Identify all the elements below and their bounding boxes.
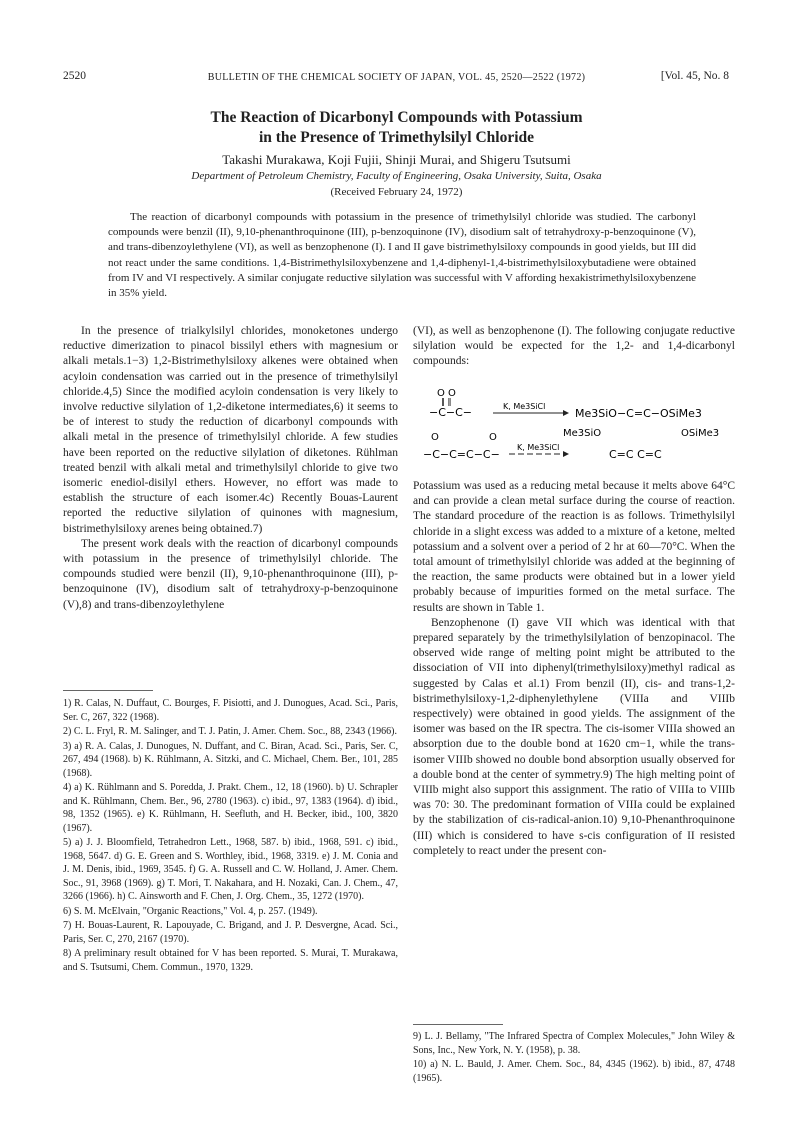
footnote: 7) H. Bouas-Laurent, R. Lapouyade, C. Brigand, and J. P. Desvergne, Acad. Sci., Paris, Ser. C, 270, 2167 (1970). — [63, 920, 398, 945]
authors: Takashi Murakawa, Koji Fujii, Shinji Murai, and Shigeru Tsutsumi — [222, 152, 571, 167]
affiliation: Department of Petroleum Chemistry, Faculty of Engineering, Osaka University, Suita, Osaka — [191, 170, 602, 182]
footnote: 4) a) K. Rühlmann and S. Poredda, J. Prakt. Chem., 12, 18 (1960). b) U. Schrapler and K. Rühlmann, Chem. Ber., 96, 2780 (1963). c) ibid., 97, 1383 (1964). d) ibid., 98, 1352 (1965). e) K. Rühlmann, H. Seefluth, and H. Becker, ibid., 100, 3820 (1967). — [63, 782, 398, 834]
paragraph: In the presence of trialkylsilyl chlorides, monoketones undergo reductive dimerization to pinacol bissilyl ethers with magnesium or alkali metals.1−3) 1,2-Bistrimethylsiloxy alkenes were obtained when acyloin condensation was carried out in the presence of trimethylsilyl chloride.4,5) Since the modified acyloin condensation is very likely to involve reductive silylation of 1,2-diketone intermediates,6) it seems to be of interest to study the reduction of dicarbonyl compounds with alkali metal in the presence of trimethylsilyl chloride. A few studies have been reported on the reductive silylation of diketones. Rühlman treated benzil with alkali metal and trimethylsilyl chloride to give two isomeric enediol-disilyl ethers. However, no effort was made to establish the structure of each isomer.4c) Recently Bouas-Laurent reported the reductive silylation of quinones with magnesium, bistrimethylsiloxy arenes being obtained.7) — [63, 325, 398, 535]
oxygen-label: O — [489, 432, 497, 443]
article-title — [0, 108, 793, 148]
footnote: 2) C. L. Fryl, R. M. Salinger, and T. J. Patin, J. Amer. Chem. Soc., 88, 2343 (1966). — [63, 726, 397, 737]
footnote: 8) A preliminary result obtained for V has been reported. S. Murai, T. Murakawa, and S. Tsutsumi, Chem. Commun., 1970, 1329. — [63, 948, 398, 973]
footnote: 5) a) J. J. Bloomfield, Tetrahedron Lett., 1968, 587. b) ibid., 1968, 591. c) ibid., 1968, 5647. d) G. E. Green and S. Worthley, ibid., 1968, 3319. e) J. M. Conia and J. M. Denis, ibid., 1969, 3545. f) G. A. Russell and C. W. Holland, J. Amer. Chem. Soc., 91, 3968 (1969). g) T. Mori, T. Nakahara, and H. Nozaki, Can. J. Chem., 47, 3266 (1966). h) C. Ainsworth and F. Chen, J. Org. Chem., 35, 1272 (1970). — [63, 837, 398, 902]
footnote: 9) L. J. Bellamy, "The Infrared Spectra of Complex Molecules," John Wiley & Sons, Inc., New York, N. Y. (1958), p. 38. — [413, 1031, 735, 1056]
reaction-schemes — [413, 384, 735, 474]
oxygen-label: O — [431, 432, 439, 443]
scheme-figure — [413, 384, 735, 474]
footnote: 6) S. M. McElvain, "Organic Reactions," Vol. 4, p. 257. (1949). — [63, 905, 318, 917]
footnote-rule — [413, 1024, 503, 1025]
scheme2-product-left: Me3SiO — [563, 428, 602, 439]
scheme1-reactant: −C−C− — [429, 406, 473, 419]
footnote-rule — [63, 690, 153, 691]
title-line-2: in the Presence of Trimethylsilyl Chloride — [258, 129, 535, 146]
right-column-body — [413, 479, 735, 859]
scheme1-reagent: K, Me3SiCl — [503, 402, 546, 411]
footnote: 3) a) R. A. Calas, J. Dunogues, N. Duffant, and C. Biran, Acad. Sci., Paris, Ser. C, 267, 494 (1968). b) K. Rühlmann, A. Sitzki, and C. Michael, Chem. Ber., 101, 285 (1968). — [63, 740, 398, 779]
scheme2-reactant: −C−C=C−C− — [423, 448, 500, 461]
paragraph: Potassium was used as a reducing metal because it melts above 64°C and can provide a clean metal surface during the course of reaction. The standard procedure of the reaction is as follows. Trimethylsilyl chloride in a slight excess was added to a mixture of a ketone, melted potassium and a solvent over a period of 2 hr at 60—70°C. When the total amount of trimethylsilyl chloride was added at the beginning of the reaction, the same products were obtained but in a lower yield probably because of impurities formed on the metal surface. The results are shown in Table 1. — [413, 480, 735, 614]
title-line-1: The Reaction of Dicarbonyl Compounds with Potassium — [210, 109, 583, 126]
double-bond-mark: ‖ ‖ — [441, 397, 452, 406]
footnotes-left — [63, 697, 398, 975]
paragraph: The present work deals with the reaction of dicarbonyl compounds with potassium in the presence of trimethylsilyl chloride. The compounds studied were benzil (II), 9,10-phenanthroquinone (III), p-benzoquinone (IV), disodium salt of tetrahydroxy-p-benzoquinone (V),8) and trans-dibenzoylethylene — [63, 537, 398, 611]
received-date: (Received February 24, 1972) — [330, 186, 463, 198]
oxygen-label: O O — [437, 388, 456, 399]
scheme2-product-core: C=C C=C — [609, 448, 662, 461]
scheme2-reagent: K, Me3SiCl — [517, 443, 560, 452]
footnotes-right — [413, 1030, 735, 1086]
footnote: 1) R. Calas, N. Duffaut, C. Bourges, F. Pisiotti, and J. Dunogues, Acad. Sci., Paris, Ser. C, 267, 322 (1968). — [63, 698, 398, 723]
scheme2-product-right: OSiMe3 — [681, 428, 720, 439]
abstract: The reaction of dicarbonyl compounds with potassium in the presence of trimethylsilyl chloride was studied. The carbonyl compounds were benzil (II), 9,10-phenanthroquinone (III), p-benzoquinone (IV), disodium salt of tetrahydroxy-p-benzoquinone (V), and trans-dibenzoylethylene (VI), as well as benzophenone (I). I and II gave bistrimethylsiloxy compounds in good yields, but III did not react under the same conditions. 1,4-Bistrimethylsiloxybenzene and 1,4-diphenyl-1,4-bistrimethylsiloxybutadiene were obtained from IV and VI respectively. A similar conjugate reductive silylation was successful with V affording hexakistrimethylsiloxybenzene in 35% yield. — [108, 211, 696, 300]
volume-issue: [Vol. 45, No. 8 — [660, 70, 729, 82]
paragraph: (VI), as well as benzophenone (I). The following conjugate reductive silylation would be expected for the 1,2- and 1,4-dicarbonyl compounds: — [413, 325, 735, 368]
page-number: 2520 — [63, 70, 86, 82]
paragraph: Benzophenone (I) gave VII which was identical with that prepared separately by the trimethylsilylation of benzopinacol. The observed wide range of melting point might be attributed to the dissociation of VII into diphenyl(trimethylsiloxy)methyl radical as suggested by Calas et al.1) From benzil (II), cis- and trans-1,2-bistrimethylsiloxy-1,2-diphenylethylene (VIIIa and VIIIb respectively) were obtained in good yields. The assignment of the isomer was based on the IR spectra. The cis-isomer VIIIa showed an absorption due to the double bond at 1620 cm−1, while the trans-isomer VIIIb showed no double bond absorption usually observed for a double bond at the center of symmetry.9) The high melting point of VIIIb might also support this assignment. The ratio of VIIIa to VIIIb was 70: 30. The predominant formation of VIIIa could be explained by the stabilization of cis-radical-anion.10) 9,10-Phenanthroquinone (III) which is considered to have s-cis configuration of II resisted completely to react under the present con- — [413, 616, 735, 857]
footnote: 10) a) N. L. Bauld, J. Amer. Chem. Soc., 84, 4345 (1962). b) ibid., 87, 4748 (1965). — [413, 1059, 735, 1084]
left-column — [63, 324, 398, 613]
running-head: BULLETIN OF THE CHEMICAL SOCIETY OF JAPAN, VOL. 45, 2520—2522 (1972) — [207, 72, 586, 83]
scheme1-product: Me3SiO−C=C−OSiMe3 — [575, 407, 702, 420]
right-column-intro — [413, 324, 735, 370]
